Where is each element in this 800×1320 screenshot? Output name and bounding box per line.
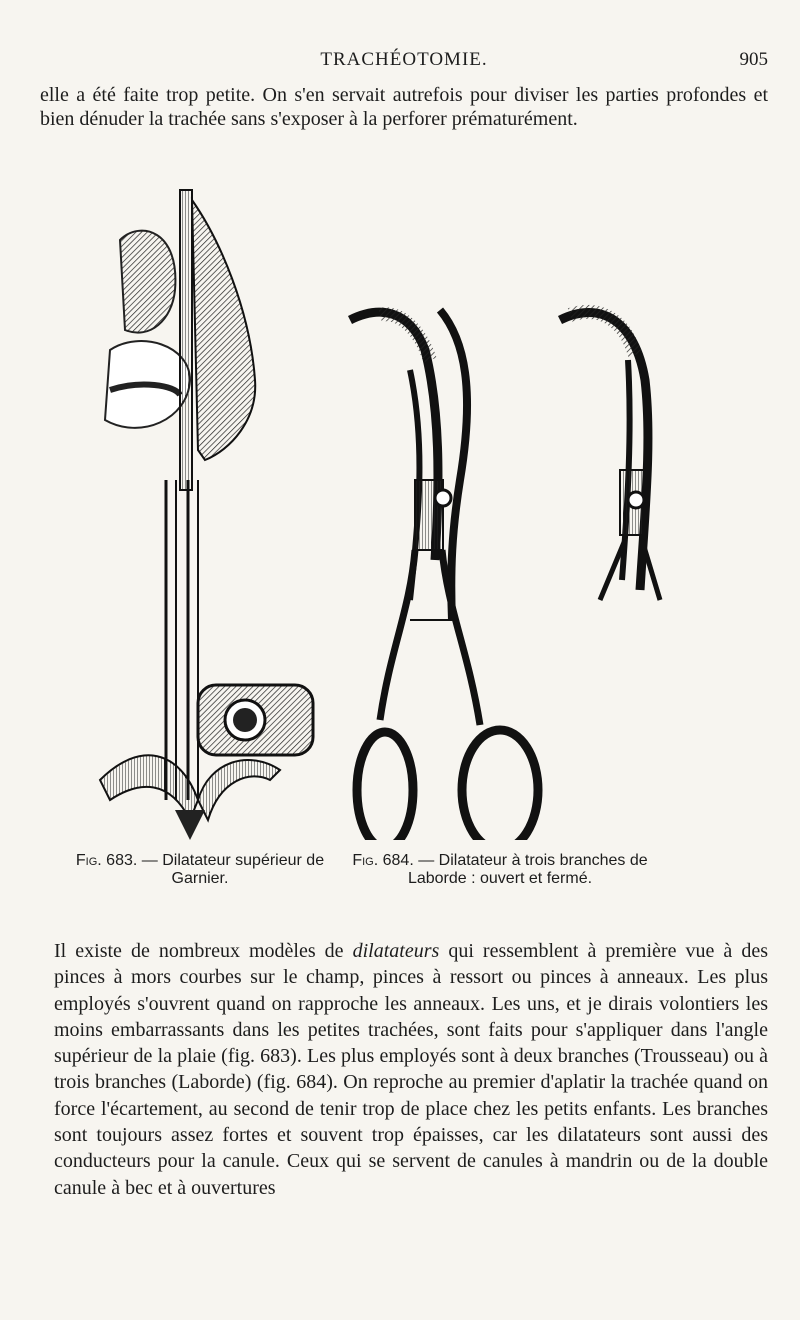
laborde-dilator-open-engraving — [350, 310, 538, 840]
intro-paragraph: elle a été faite trop petite. On s'en servait autrefois pour diviser les parties profondes et bien dénuder la trachée sans s'exposer à la perforer prématurément. — [40, 84, 768, 130]
caption-fig-684-label: Fig. 684. — [352, 852, 414, 869]
caption-fig-683 — [70, 852, 330, 888]
page-number: 905 — [739, 49, 768, 70]
caption-fig-684 — [330, 852, 670, 888]
laborde-dilator-closed-engraving — [560, 312, 660, 600]
body-text-start: Il existe de nombreux modèles de — [54, 940, 353, 962]
caption-fig-683-label: Fig. 683. — [75, 852, 138, 869]
instrument-engravings — [80, 180, 730, 840]
body-emphasis-dilatateurs: dilatateurs — [352, 940, 440, 962]
running-title: TRACHÉOTOMIE. — [320, 49, 488, 70]
caption-fig-683-text: — Dilatateur supérieur de Garnier. — [137, 852, 325, 887]
garnier-dilator-engraving — [100, 190, 313, 840]
caption-fig-684-text: — Dilatateur à trois branches de Laborde : ouvert et fermé. — [407, 852, 648, 887]
body-paragraph — [54, 938, 768, 1201]
body-text-rest: qui ressemblent à première vue à des pinces à mors courbes sur le champ, pinces à ressort ou pinces à anneaux. Les plus employés s'ouvrent quand on rapproche les anneaux. Les uns, et je dirais volontiers les moins embarrassants dans les petites trachées, sont faits pour s'appliquer dans l'angle supérieur de la plaie (fig. 683). Les plus employés sont à deux branches (Trousseau) ou à trois branches (Laborde) (fig. 684). On reproche au premier d'aplatir la trachée quand on force l'écartement, au second de tenir trop de place chez les petits enfants. Les branches sont toujours assez fortes et souvent trop épaisses, car les dilatateurs sont aussi des conducteurs pour la canule. Ceux qui se servent de canules à mandrin ou de la double canule à bec et à ouvertures — [54, 940, 768, 1199]
figure-illustrations — [80, 180, 730, 840]
running-head — [40, 47, 768, 73]
